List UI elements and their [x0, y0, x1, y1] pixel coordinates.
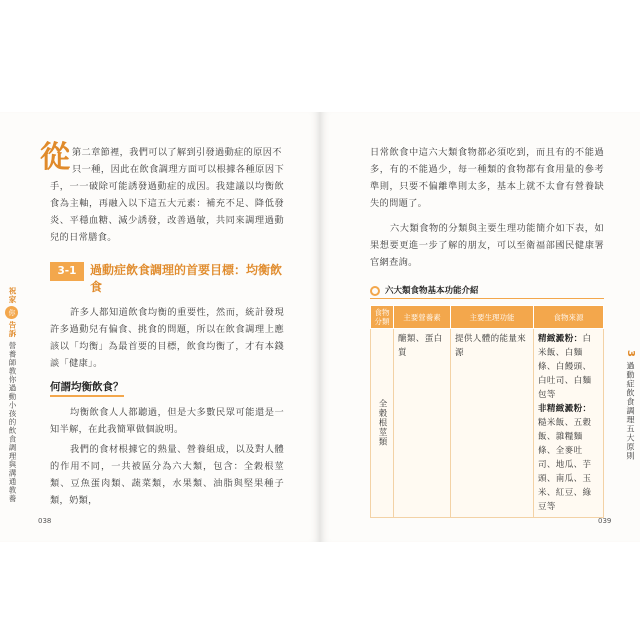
header-function: 主要生理功能	[451, 306, 534, 329]
intro-paragraph: 只一種，因此在飲食調理方面可以根據各種原因下手，一一破除可能誘發過動症的成因。我建議以均衡飲食為主軸，再融入以下這五大元素：補充不足、降低發炎、平穩血糖、減少誘發，改善過敏，共同來調理過動兒的日常膳食。	[50, 164, 284, 243]
series-name-b: 告訴	[8, 321, 17, 338]
vertical-book-title	[4, 287, 18, 503]
series-name-a: 祝家	[8, 287, 17, 304]
vertical-chapter-title	[622, 350, 636, 461]
table-title-text: 六大類食物基本功能介紹	[385, 286, 479, 296]
intro-first-line: 第二章節裡，我們可以了解到引發過動症的原因不	[72, 147, 282, 158]
header-sources: 食物來源	[534, 306, 604, 329]
section-heading: 過動症飲食調理的首要目標：均衡飲食	[90, 263, 283, 294]
series-badge: 你	[5, 306, 18, 319]
book-spread	[0, 112, 640, 542]
dropcap: 從	[40, 140, 70, 175]
explanation-paragraph: 均衡飲食人人都聽過，但是大多數民眾可能還是一知半解，在此我簡單做個說明。	[50, 407, 284, 435]
chapter-title-vertical: 過動症飲食調理五大原則	[626, 361, 635, 461]
unrefined-starch-label: 非精緻澱粉：	[538, 404, 592, 414]
refined-starch-items: 白米飯、白麵條、白饅頭、白吐司、白麵包等	[538, 334, 592, 400]
page-number-right: 039	[598, 517, 612, 525]
food-function-table	[370, 305, 604, 518]
header-food-category: 食物分類	[371, 306, 394, 329]
table-intro-paragraph: 六大類食物的分類與主要生理功能簡介如下表，如果想要更進一步了解的朋友，可以至衛福部國民健康署官網查詢。	[370, 223, 604, 268]
book-title-vertical: 營養師教你過動小孩的飲食調理與溝通教養	[8, 341, 17, 503]
chapter-number: 3	[625, 350, 636, 358]
left-page	[0, 112, 320, 542]
unrefined-starch-items: 糙米飯、五穀飯、雜糧麵條、全麥吐司、地瓜、芋頭、南瓜、玉米、紅豆、綠豆等	[538, 418, 592, 512]
header-nutrients: 主要營養素	[394, 306, 451, 329]
refined-starch-label: 精緻澱粉：	[538, 334, 583, 344]
table-title	[370, 284, 479, 296]
table-row	[371, 329, 604, 518]
daily-diet-paragraph: 日常飲食中這六大類食物都必須吃到，而且有的不能過多，有的不能過少，每一種類的食物都有食用量的參考準則，只要不偏離準則太多，基本上就不太會有營養缺失的問題了。	[370, 147, 604, 209]
section-number-badge: 3-1	[50, 262, 84, 281]
function-cell: 提供人體的能量來源	[451, 329, 534, 518]
category-cell: 全穀根莖類	[371, 329, 394, 518]
subheading: 何謂均衡飲食？	[50, 379, 124, 397]
nutrients-cell: 醣類、蛋白質	[394, 329, 451, 518]
magnifier-icon	[370, 286, 380, 296]
right-page	[320, 112, 640, 542]
page-number-left: 038	[38, 517, 52, 525]
sources-cell	[534, 329, 604, 518]
six-categories-paragraph: 我們的食材根據它的熱量、營養組成，以及對人體的作用不同，一共被區分為六大類，包含：全穀根莖類、豆魚蛋肉類、蔬菜類，水果類、油脂與堅果種子類，奶類，	[50, 444, 284, 506]
balanced-diet-paragraph: 許多人都知道飲食均衡的重要性，然而，統計發現許多過動兒有偏食、挑食的問題，所以在飲食調理上應該以「均衡」為最首要的目標，飲食均衡了，才有本錢談「健康」。	[50, 307, 284, 369]
table-title-rule	[370, 298, 604, 299]
